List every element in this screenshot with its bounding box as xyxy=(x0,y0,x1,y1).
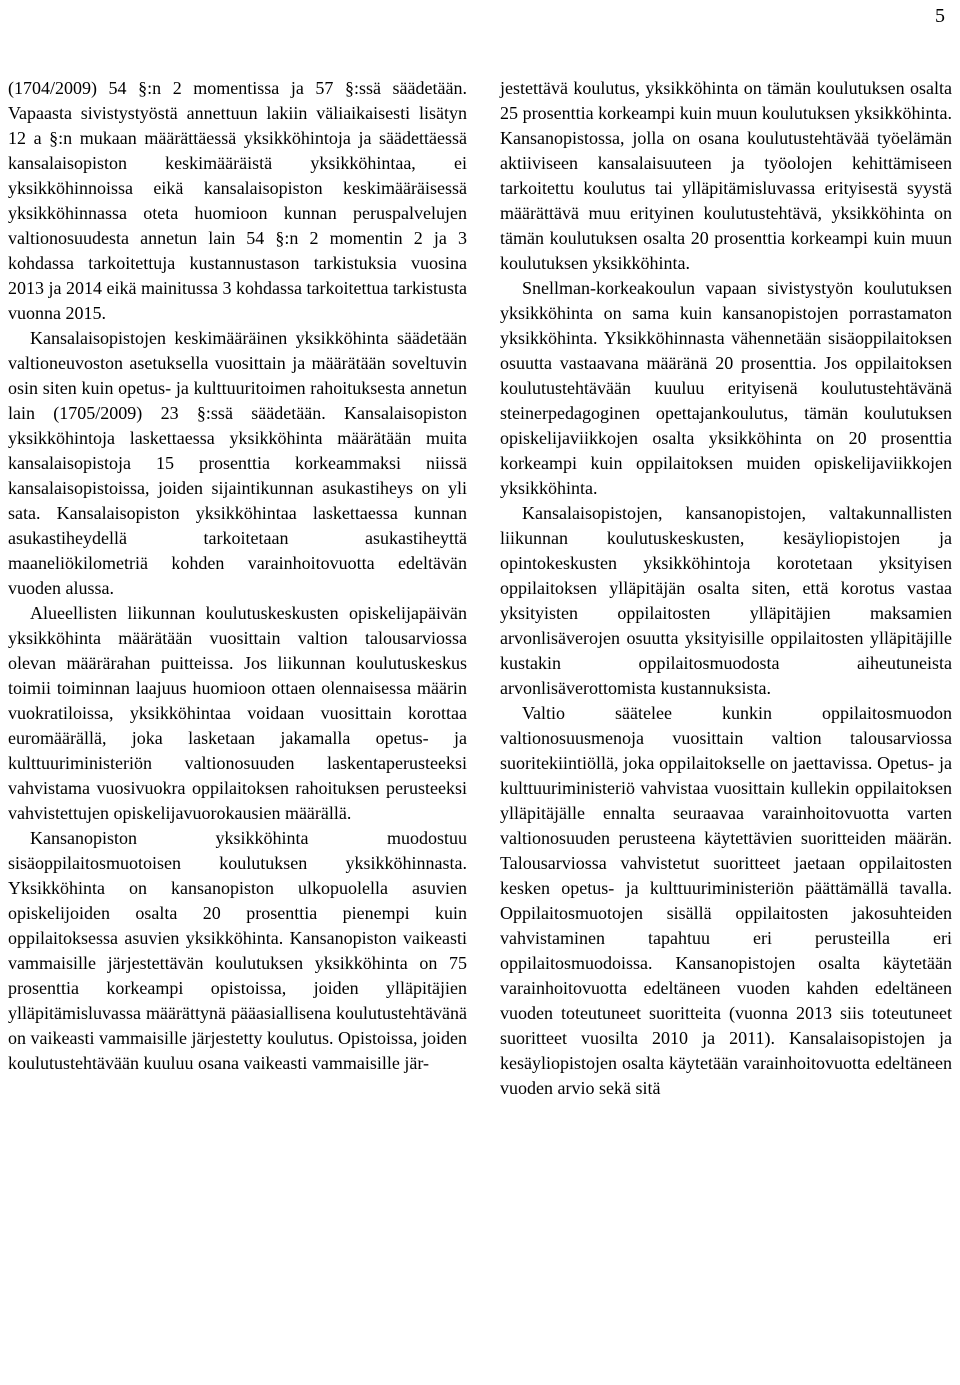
paragraph: Valtio säätelee kunkin oppilaitosmuodon valtionosuusmenoja vuosittain valtion talousarviossa suoritekiintiöllä, joka oppilaitokselle on jaettavissa. Opetus- ja kulttuuriministeriö vahvistaa vuosittain kullekin oppilaitoksen ylläpitäjälle ennalta seuraavaa varainhoitovuotta varten valtionosuuden perusteena käytettävien suoritteiden määrän. Talousarviossa vahvistetut suoritteet jaetaan oppilaitosten kesken opetus- ja kulttuuriministeriön päättämällä tavalla. Oppilaitosmuotojen sisällä oppilaitosten jakosuhteiden vahvistaminen tapahtuu eri perusteilla eri oppilaitosmuodoissa. Kansanopistojen osalta käytetään varainhoitovuotta edeltäneen vuoden kahden edeltäneen vuoden toteutuneet suoritteita (vuonna 2013 siis toteutuneet suoritteet vuosilta 2010 ja 2011). Kansalaisopistojen ja kesäyliopistojen osalta käytetään varainhoitovuotta edeltäneen vuoden arvio sekä sitä xyxy=(500,703,952,1098)
paragraph: Kansalaisopistojen keskimääräinen yksikköhinta säädetään valtioneuvoston asetuksella vuosittain ja määrätään soveltuvin osin siten kuin opetus- ja kulttuuritoimen rahoituksesta annetun lain (1705/2009) 23 §:ssä säädetään. Kansalaisopiston yksikköhintoja laskettaessa yksikköhinta määrätään muita kansalaisopistoja 15 prosenttia korkeammaksi niissä kansalaisopistoissa, joiden sijaintikunnan asukastiheys on yli sata. Kansalaisopiston yksikköhintaa laskettaessa kunnan asukastiheydellä tarkoitetaan asukastiheyttä maaneliökilometriä kohden varainhoitovuotta edeltävän vuoden alussa. xyxy=(8,328,467,598)
paragraph: Alueellisten liikunnan koulutuskeskusten opiskelijapäivän yksikköhinta määrätään vuosittain valtion talousarviossa olevan määrärahan puitteissa. Jos liikunnan koulutuskeskus toimii toiminnan laajuus huomioon ottaen olennaisessa määrin vuokratiloissa, yksikköhintaa voidaan vuosittain korottaa euromäärällä, joka lasketaan jakamalla opetus- ja kulttuuriministeriön valtionosuuden laskentaperusteeksi vahvistama vuosivuokra oppilaitoksen rahoituksen perusteeksi vahvistettujen opiskelijavuorokausien määrällä. xyxy=(8,603,467,823)
right-column xyxy=(500,76,952,1101)
paragraph: Kansanopiston yksikköhinta muodostuu sisäoppilaitosmuotoisen koulutuksen yksikköhinnasta. Yksikköhinta on kansanopiston ulkopuolella asuvien opiskelijoiden osalta 20 prosenttia pienempi kuin oppilaitoksessa asuvien yksikköhinta. Kansanopiston vaikeasti vammaisille järjestettävän koulutuksen yksikköhinta on 75 prosenttia korkeampi opistoissa, joiden ylläpitäjien ylläpitämisluvassa määrättynä pääasiallisena koulutustehtävänä on vaikeasti vammaisille järjestetty koulutus. Opistoissa, joiden koulutustehtävään kuuluu osana vaikeasti vammaisille jär- xyxy=(8,828,467,1073)
paragraph: Kansalaisopistojen, kansanopistojen, valtakunnallisten liikunnan koulutuskeskusten, kesäyliopistojen ja opintokeskusten yksikköhintoja korotetaan yksityisen oppilaitoksen ylläpitäjän osalta siten, että korotus vastaa yksityisten oppilaitosten ylläpitäjien maksamien arvonlisäverojen osuutta yksityisille oppilaitosten ylläpitäjille kustakin oppilaitosmuodosta aiheutuneista arvonlisäverottomista kustannuksista. xyxy=(500,503,952,698)
paragraph: Snellman-korkeakoulun vapaan sivistystyön koulutuksen yksikköhinta on sama kuin kansanopistojen porrastamaton yksikköhinta. Yksikköhinnasta vähennetään sisäoppilaitoksen osuutta vastaavana määränä 20 prosenttia. Jos oppilaitoksen koulutustehtävään kuuluu erityisenä koulutustehtävänä steinerpedagoginen opettajankoulutus, tämän koulutuksen opiskelijaviikkojen osalta yksikköhinta on 20 prosenttia korkeampi kuin oppilaitoksen muiden opiskelijaviikkojen yksikköhinta. xyxy=(500,278,952,498)
paragraph: jestettävä koulutus, yksikköhinta on tämän koulutuksen osalta 25 prosenttia korkeampi kuin muun koulutuksen yksikköhinta. Kansanopistossa, jolla on osana koulutustehtävää työelämän aktiiviseen kansalaisuuteen ja työolojen kehittämiseen tarkoitettu koulutus tai ylläpitämisluvassa erityisestä syystä määrättävä muu erityinen koulutustehtävä, yksikköhinta on tämän koulutuksen osalta 20 prosenttia korkeampi kuin muun koulutuksen yksikköhinta. xyxy=(500,78,952,273)
left-column xyxy=(8,76,467,1076)
page-number: 5 xyxy=(935,5,945,27)
paragraph: (1704/2009) 54 §:n 2 momentissa ja 57 §:ssä säädetään. Vapaasta sivistystyöstä annettuun lakiin väliaikaisesti lisätyn 12 a §:n mukaan määrättäessä yksikköhintoja ja säädettäessä kansalaisopiston keskimääräistä yksikköhintaa, ei yksikköhinnoissa eikä kansalaisopiston keskimääräisessä yksikköhinnassa oteta huomioon kunnan peruspalvelujen valtionosuudesta annetun lain 54 §:n 2 momentin 2 ja 3 kohdassa tarkoitettuja kustannustason tarkistuksia vuosina 2013 ja 2014 eikä mainitussa 3 kohdassa tarkoitettua tarkistusta vuonna 2015. xyxy=(8,78,467,323)
